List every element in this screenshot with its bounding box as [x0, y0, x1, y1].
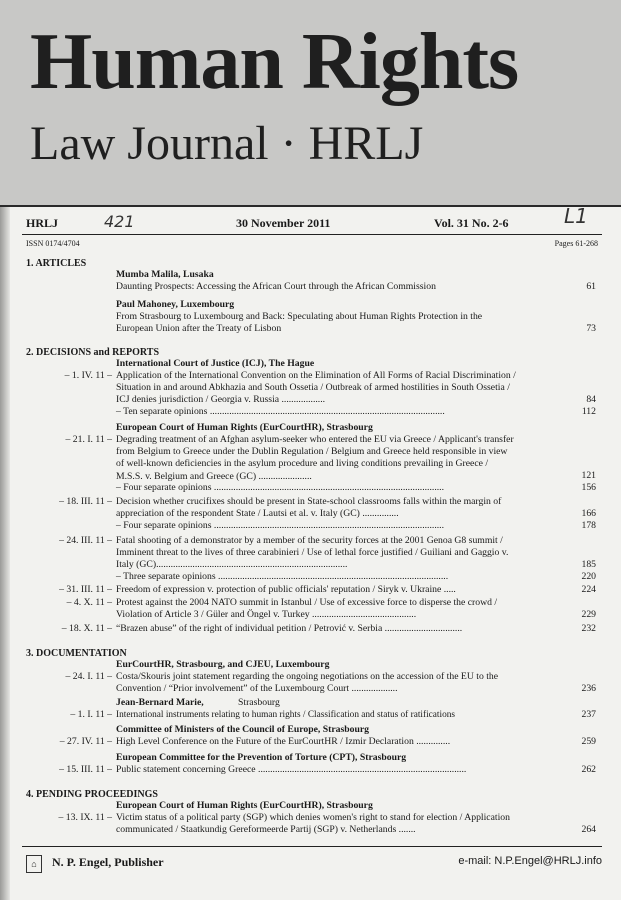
doc-text: International instruments relating to human rights / Classification and status of ratifications: [116, 710, 456, 720]
separate-opinions-page: 112: [581, 406, 596, 417]
issue-bar: [22, 204, 602, 235]
article-author: Paul Mahoney, Luxembourg: [116, 299, 235, 310]
article-page: 61: [586, 281, 596, 292]
decision-date: – 18. III. 11 –: [59, 496, 112, 507]
doc-page: 236: [581, 683, 596, 694]
pending-heading: European Court of Human Rights (EurCourtHR), Strasbourg: [116, 800, 373, 811]
decision-text: Application of the International Convention on the Elimination of All Forms of Racial Discrimination / Situation in and around Abkhazia and South Ossetia / Outbreak of armed hostilities in South Ossetia / ICJ denies jurisdiction / Georgia v. Russia ..................: [116, 370, 516, 406]
footer: [22, 846, 602, 877]
issue-volume: Vol. 31 No. 2-6: [434, 216, 509, 230]
court-heading: European Court of Human Rights (EurCourtHR), Strasbourg: [116, 422, 373, 433]
decision-date: – 24. III. 11 –: [59, 535, 112, 546]
pending-page: 264: [581, 824, 596, 835]
decision-page: 121: [581, 470, 596, 481]
doc-page: 259: [581, 736, 596, 747]
article-title: Daunting Prospects: Accessing the African Court through the African Commission: [116, 281, 436, 292]
decision-date: – 18. X. 11 –: [61, 623, 112, 634]
separate-opinions: – Ten separate opinions .................................................................................................: [116, 406, 445, 417]
handwritten-number: 421: [104, 212, 135, 231]
decision-date: – 31. III. 11 –: [59, 584, 112, 595]
decision-date: – 21. I. 11 –: [65, 434, 112, 445]
court-heading: International Court of Justice (ICJ), The Hague: [116, 358, 315, 369]
decision-page: 229: [581, 609, 596, 620]
decision-text: “Brazen abuse” of the right of individual petition / Petrović v. Serbia ................................: [116, 623, 463, 634]
doc-date: – 15. III. 11 –: [59, 764, 112, 775]
publisher-email: e-mail: N.P.Engel@HRLJ.info: [458, 855, 602, 867]
doc-page: 237: [581, 709, 596, 720]
page-range: Pages 61-268: [554, 239, 598, 248]
doc-text: Public statement concerning Greece ......................................................................................: [116, 764, 467, 775]
pending-date: – 13. IX. 11 –: [58, 812, 112, 823]
issue-date: 30 November 2011: [236, 216, 331, 230]
masthead-subtitle: Law Journal · HRLJ: [30, 117, 424, 170]
publisher-logo-icon: ⌂: [26, 855, 42, 873]
doc-heading: Committee of Ministers of the Council of Europe, Strasbourg: [116, 724, 370, 735]
article-page: 73: [586, 323, 596, 334]
decision-text: Freedom of expression v. protection of public officials' reputation / Siryk v. Ukraine .....: [116, 584, 456, 595]
article-author: Mumba Malila, Lusaka: [116, 269, 214, 280]
publisher-name: N. P. Engel, Publisher: [52, 855, 164, 869]
separate-opinions-page: 220: [581, 571, 596, 582]
doc-page: 262: [581, 764, 596, 775]
doc-heading: European Committee for the Prevention of Torture (CPT), Strasbourg: [116, 752, 407, 763]
separate-opinions-page: 178: [581, 520, 596, 531]
separate-opinions-page: 156: [581, 482, 596, 493]
decision-page: 224: [581, 584, 596, 595]
doc-heading: EurCourtHR, Strasbourg, and CJEU, Luxembourg: [116, 659, 330, 670]
decision-text: Decision whether crucifixes should be present in State-school classrooms falls within the margin of appreciation of the respondent State / Lautsi et al. v. Italy (GC) ...............: [116, 496, 502, 520]
section-documentation: 3. DOCUMENTATION: [26, 648, 127, 659]
separate-opinions: – Four separate opinions ...............................................................................................: [116, 520, 445, 531]
decision-date: – 1. IV. 11 –: [64, 370, 112, 381]
section-articles: 1. ARTICLES: [26, 258, 87, 269]
doc-date: – 27. IV. 11 –: [59, 736, 112, 747]
decision-date: – 4. X. 11 –: [66, 597, 112, 608]
doc-text: Costa/Skouris joint statement regarding the ongoing negotiations on the accession of the EU to the Convention / “Prior involvement” of the Luxembourg Court ...................: [116, 671, 499, 695]
section-decisions: 2. DECISIONS and REPORTS: [26, 347, 160, 358]
handwritten-mark: L1: [564, 204, 588, 228]
doc-date: – 1. I. 11 –: [70, 709, 112, 720]
decision-page: 232: [581, 623, 596, 634]
issn: ISSN 0174/4704: [26, 239, 80, 248]
journal-abbr: HRLJ: [26, 216, 59, 230]
decision-text: Degrading treatment of an Afghan asylum-seeker who entered the EU via Greece / Applicant's transfer from Belgium to Greece under the Dublin Regulation / Belgium and Greece held responsible in view of well-known deficiencies in the asylum procedure and living conditions prevailing in Greece / M.S.S. v. Belgium and Greece (GC) ......................: [116, 434, 514, 482]
decision-page: 185: [581, 559, 596, 570]
separate-opinions: – Four separate opinions ...............................................................................................: [116, 482, 445, 493]
pending-text: Victim status of a political party (SGP) which denies women's right to stand for election / Application communicated / Staatkundig Gereformeerde Partij (SGP) v. Netherlands .......: [116, 812, 510, 836]
decision-page: 84: [586, 394, 596, 405]
decision-page: 166: [581, 508, 596, 519]
article-title: From Strasbourg to Luxembourg and Back: Speculating about Human Rights Protection in the European Union after the Treaty of Lisbon: [116, 311, 483, 335]
doc-text: High Level Conference on the Future of the EurCourtHR / Izmir Declaration ..............: [116, 736, 451, 747]
masthead: [0, 0, 621, 207]
decision-text: Protest against the 2004 NATO summit in Istanbul / Use of excessive force to disperse the crowd / Violation of Article 3 / Güler and Öngel v. Turkey ...........................................: [116, 597, 498, 621]
doc-date: – 24. I. 11 –: [65, 671, 112, 682]
separate-opinions: – Three separate opinions ...............................................................................................: [116, 571, 449, 582]
doc-heading-location: Strasbourg: [238, 697, 280, 708]
decision-text: Fatal shooting of a demonstrator by a member of the security forces at the 2001 Genoa G8 summit / Imminent threat to the lives of three carabinieri / Use of lethal force justified / Guiliani and Gaggio v. Italy (GC)...............................................................................: [116, 535, 509, 571]
masthead-title: Human Rights: [30, 18, 519, 106]
doc-heading: Jean-Bernard Marie,: [116, 697, 204, 708]
section-pending: 4. PENDING PROCEEDINGS: [26, 789, 158, 800]
